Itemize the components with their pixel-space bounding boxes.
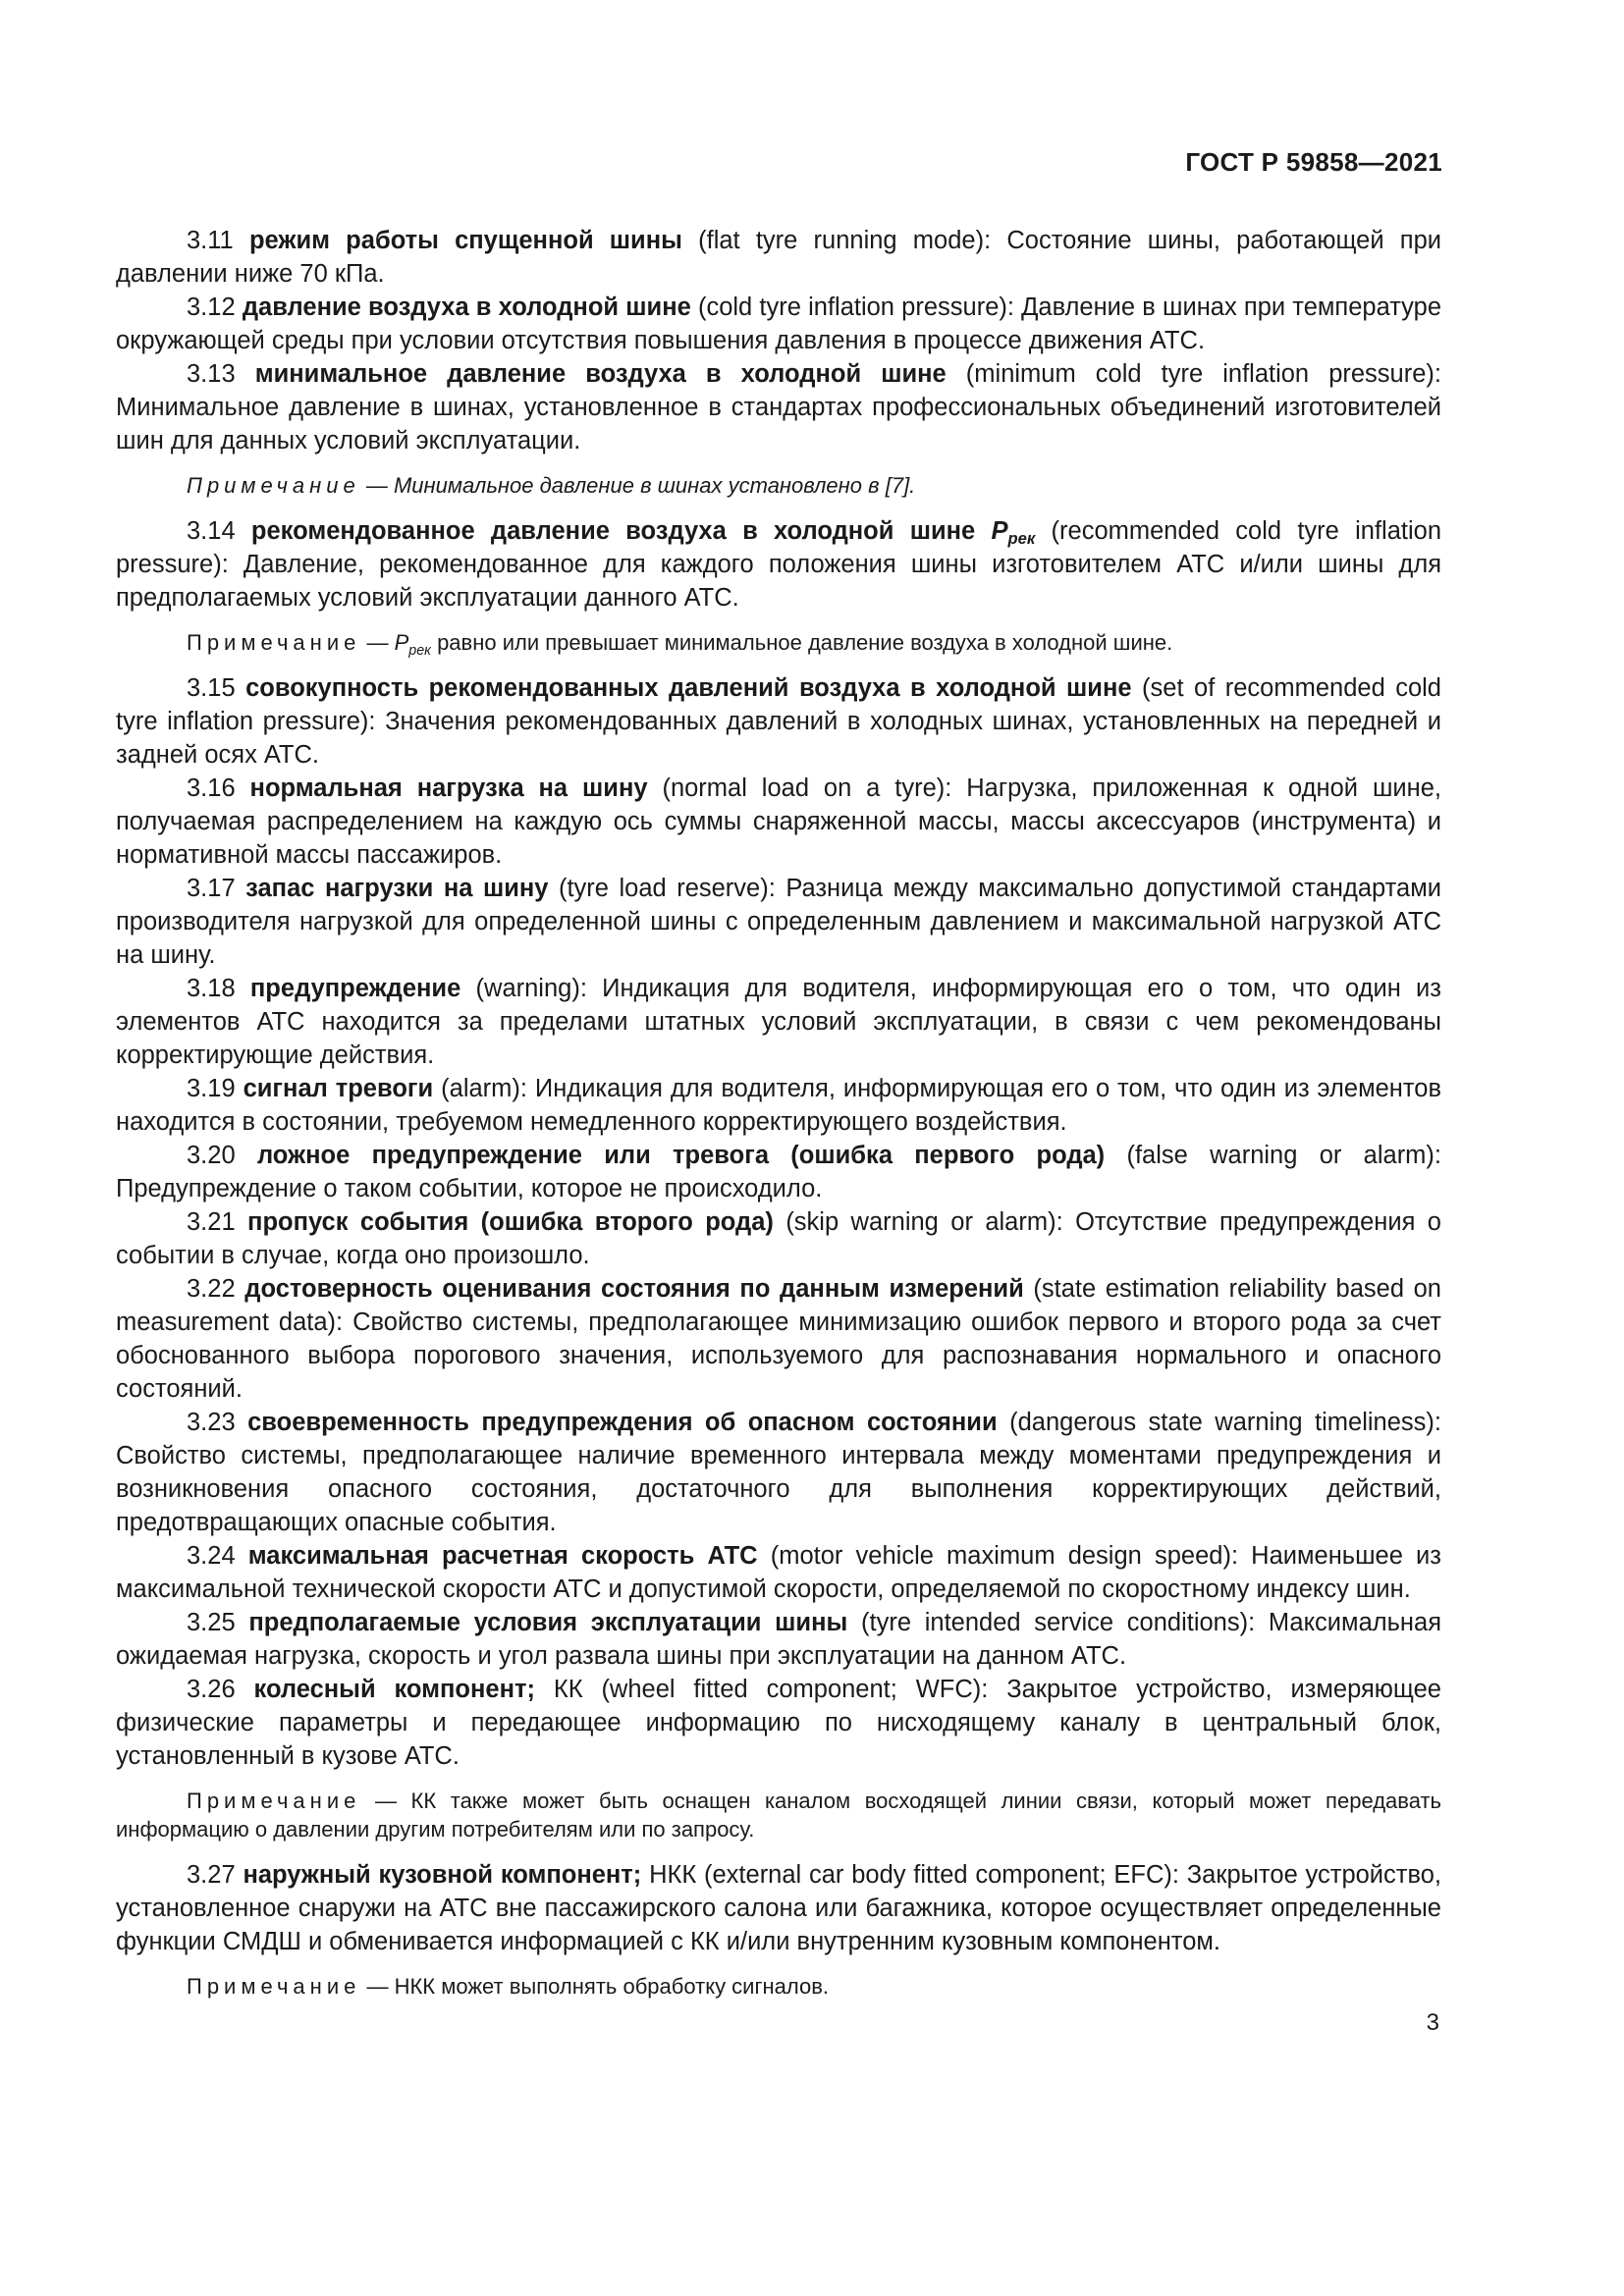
note-3-27: Примечание — НКК может выполнять обработку сигналов. (187, 1974, 829, 1999)
term-definition: (recommended cold tyre inflation pressure): Давление, рекомендованное для каждого положения шины изготовителем АТС и/или шины для предполагаемых условий эксплуатации данного АТС. (116, 517, 1442, 612)
term-3-13: 3.13 минимальное давление воздуха в холодной шине (minimum cold tyre inflation pressure): Минимальное давление в шинах, установленное в стандартах профессиональных объединений изготовителей шин для данных условий эксплуатации. (116, 360, 1441, 454)
term-definition: (warning): Индикация для водителя, информирующая его о том, что один из элементов АТС находится за пределами штатных условий эксплуатации, в связи с чем рекомендованы корректирующие действия. (116, 975, 1441, 1069)
note-3-13: Примечание — Минимальное давление в шинах установлено в [7]. (187, 473, 916, 498)
term-3-16: 3.16 нормальная нагрузка на шину (normal load on a tyre): Нагрузка, приложенная к одной шине, получаемая распределением на каждую ось суммы снаряженной массы, массы аксессуаров (инструмента) и нормативной массы пассажиров. (116, 774, 1441, 869)
standard-designation: ГОСТ Р 59858—2021 (1185, 147, 1442, 177)
term-3-24: 3.24 максимальная расчетная скорость АТС (motor vehicle maximum design speed): Наименьшее из максимальной технической скорости АТС и допустимой скорости, определяемой по скоростному индексу шин. (116, 1542, 1441, 1603)
term-3-12: 3.12 давление воздуха в холодной шине (cold tyre inflation pressure): Давление в шинах при температуре окружающей среды при условии отсутствия повышения давления в процессе движения АТС. (116, 294, 1442, 354)
term-definition: (minimum cold tyre inflation pressure): Минимальное давление в шинах, установленное в стандартах профессиональных объединений изготовителей шин для данных условий эксплуатации. (116, 360, 1441, 454)
term-definition: (dangerous state warning timeliness): Свойство системы, предполагающее наличие временного интервала между моментами предупреждения и возникновения опасного состояния, достаточного для выполнения корректирующих действий, предотвращающих опасные события. (116, 1409, 1441, 1536)
term-3-14: 3.14 рекомендованное давление воздуха в холодной шине $P_{рек}$ (recommended cold tyre inflation pressure): Давление, рекомендованное для каждого положения шины изготовителем АТС и/или шины для предполагаемых условий эксплуатации данного АТС. (116, 517, 1442, 612)
term-3-26: 3.26 колесный компонент; КК (wheel fitted component; WFC): Закрытое устройство, измеряющее физические параметры и передающее информацию по нисходящему каналу в центральный блок, установленный в кузове АТС. (116, 1676, 1441, 1770)
term-symbol: $P_{рек}$ (991, 517, 1036, 548)
note-3-26: Примечание — КК также может быть оснащен каналом восходящей линии связи, который может передавать информацию о давлении другим потребителям или по запросу. (116, 1789, 1441, 1842)
term-definition: (state estimation reliability based on measurement data): Свойство системы, предполагающее минимизацию ошибок первого и второго рода за счет обоснованного выбора порогового значения, используемого для распознавания нормального и опасного состояний. (116, 1275, 1441, 1403)
term-3-20: 3.20 ложное предупреждение или тревога (ошибка первого рода) (false warning or alarm): Предупреждение о таком событии, которое не происходило. (116, 1142, 1442, 1202)
term-name: своевременность предупреждения об опасном состоянии (247, 1409, 998, 1436)
term-name: максимальная расчетная скорость АТС (247, 1542, 758, 1570)
note-label: Примечание (187, 1974, 361, 1999)
term-name: колесный компонент; (253, 1676, 535, 1703)
note-label: Примечание (187, 630, 361, 655)
note-text: Минимальное давление в шинах установлено в [7]. (393, 473, 916, 498)
term-definition: (normal load on a tyre): Нагрузка, приложенная к одной шине, получаемая распределением на каждую ось суммы снаряженной массы, массы аксессуаров (инструмента) и нормативной массы пассажиров. (116, 774, 1441, 869)
term-3-23: 3.23 своевременность предупреждения об опасном состоянии (dangerous state warning timeliness): Свойство системы, предполагающее наличие временного интервала между моментами предупреждения и возникновения опасного состояния, достаточного для выполнения корректирующих действий, предотвращающих опасные события. (116, 1409, 1441, 1536)
term-3-25: 3.25 предполагаемые условия эксплуатации шины (tyre intended service conditions): Максимальная ожидаемая нагрузка, скорость и угол развала шины при эксплуатации на данном АТС. (116, 1609, 1442, 1670)
term-definition: (skip warning or alarm): Отсутствие предупреждения о событии в случае, когда оно произошло. (116, 1208, 1441, 1269)
term-name: рекомендованное давление воздуха в холодной шине (250, 517, 976, 545)
note-symbol: $P_{рек}$ (394, 630, 431, 659)
term-name: режим работы спущенной шины (248, 227, 682, 254)
term-name: совокупность рекомендованных давлений воздуха в холодной шине (245, 674, 1132, 702)
term-3-18: 3.18 предупреждение (warning): Индикация для водителя, информирующая его о том, что один из элементов АТС находится за пределами штатных условий эксплуатации, в связи с чем рекомендованы корректирующие действия. (116, 975, 1441, 1069)
term-3-22: 3.22 достоверность оценивания состояния по данным измерений (state estimation reliability based on measurement data): Свойство системы, предполагающее минимизацию ошибок первого и второго рода за счет обоснованного выбора порогового значения, используемого для распознавания нормального и опасного состояний. (116, 1275, 1441, 1403)
note-3-14: Примечание — $P_{рек}$ равно или превышает минимальное давление воздуха в холодной шине. (187, 630, 1173, 659)
term-name: ложное предупреждение или тревога (ошибка первого рода) (256, 1142, 1106, 1169)
term-3-21: 3.21 пропуск события (ошибка второго рода) (skip warning or alarm): Отсутствие предупреждения о событии в случае, когда оно произошло. (116, 1208, 1441, 1269)
term-name: запас нагрузки на шину (245, 875, 549, 902)
term-3-27: 3.27 наружный кузовной компонент; НКК (external car body fitted component; EFC): Закрытое устройство, установленное снаружи на АТС вне пассажирского салона или багажника, которое осуществляет определенные функции СМДШ и обменивается информацией с КК и/или внутренним кузовным компонентом. (116, 1861, 1442, 1955)
term-3-19: 3.19 сигнал тревоги (alarm): Индикация для водителя, информирующая его о том, что один из элементов находится в состоянии, требуемом немедленного корректирующего воздействия. (116, 1075, 1441, 1136)
term-name: минимальное давление воздуха в холодной шине (254, 360, 947, 388)
note-text: КК также может быть оснащен каналом восходящей линии связи, который может передавать информацию о давлении другим потребителям или по запросу. (116, 1789, 1441, 1842)
term-definition: (cold tyre inflation pressure): Давление в шинах при температуре окружающей среды при условии отсутствия повышения давления в процессе движения АТС. (116, 294, 1442, 354)
term-name: сигнал тревоги (243, 1075, 434, 1102)
term-name: нормальная нагрузка на шину (249, 774, 648, 802)
note-label: Примечание (187, 1789, 361, 1813)
note-label: Примечание (187, 473, 360, 498)
term-name: давление воздуха в холодной шине (242, 294, 691, 321)
note-text: НКК может выполнять обработку сигналов. (394, 1974, 829, 1999)
term-definition: КК (wheel fitted component; WFC): Закрытое устройство, измеряющее физические параметры и передающее информацию по нисходящему каналу в центральный блок, установленный в кузове АТС. (116, 1676, 1441, 1770)
term-definition: (false warning or alarm): Предупреждение о таком событии, которое не происходило. (116, 1142, 1442, 1202)
term-name: пропуск события (ошибка второго рода) (247, 1208, 774, 1236)
term-3-15: 3.15 совокупность рекомендованных давлений воздуха в холодной шине (set of recommended cold tyre inflation pressure): Значения рекомендованных давлений в холодных шинах, установленных на передней и задней осях АТС. (116, 674, 1441, 769)
term-name: достоверность оценивания состояния по данным измерений (244, 1275, 1024, 1303)
term-name: предполагаемые условия эксплуатации шины (248, 1609, 848, 1636)
term-definition: (tyre intended service conditions): Максимальная ожидаемая нагрузка, скорость и угол развала шины при эксплуатации на данном АТС. (116, 1609, 1442, 1670)
term-name: наружный кузовной компонент; (243, 1861, 642, 1889)
term-definition: (alarm): Индикация для водителя, информирующая его о том, что один из элементов находится в состоянии, требуемом немедленного корректирующего воздействия. (116, 1075, 1441, 1136)
term-definition: (tyre load reserve): Разница между максимально допустимой стандартами производителя нагрузкой для определенной шины с определенным давлением и максимальной нагрузкой АТС на шину. (116, 875, 1442, 969)
term-definition: (motor vehicle maximum design speed): Наименьшее из максимальной технической скорости АТС и допустимой скорости, определяемой по скоростному индексу шин. (116, 1542, 1441, 1603)
term-definition: (flat tyre running mode): Состояние шины, работающей при давлении ниже 70 кПа. (116, 227, 1442, 288)
term-definition: (set of recommended cold tyre inflation pressure): Значения рекомендованных давлений в холодных шинах, установленных на передней и задней осях АТС. (116, 674, 1441, 769)
term-3-11: 3.11 режим работы спущенной шины (flat tyre running mode): Состояние шины, работающей при давлении ниже 70 кПа. (116, 227, 1442, 288)
term-3-17: 3.17 запас нагрузки на шину (tyre load reserve): Разница между максимально допустимой стандартами производителя нагрузкой для определенной шины с определенным давлением и максимальной нагрузкой АТС на шину. (116, 875, 1442, 969)
terms-content (116, 224, 1441, 2015)
term-name: предупреждение (249, 975, 461, 1002)
page-number: 3 (1426, 2009, 1439, 2036)
note-text: равно или превышает минимальное давление воздуха в холодной шине. (437, 630, 1173, 655)
term-definition: НКК (external car body fitted component; EFC): Закрытое устройство, установленное снаружи на АТС вне пассажирского салона или багажника, которое осуществляет определенные функции СМДШ и обменивается информацией с КК и/или внутренним кузовным компонентом. (116, 1861, 1442, 1955)
